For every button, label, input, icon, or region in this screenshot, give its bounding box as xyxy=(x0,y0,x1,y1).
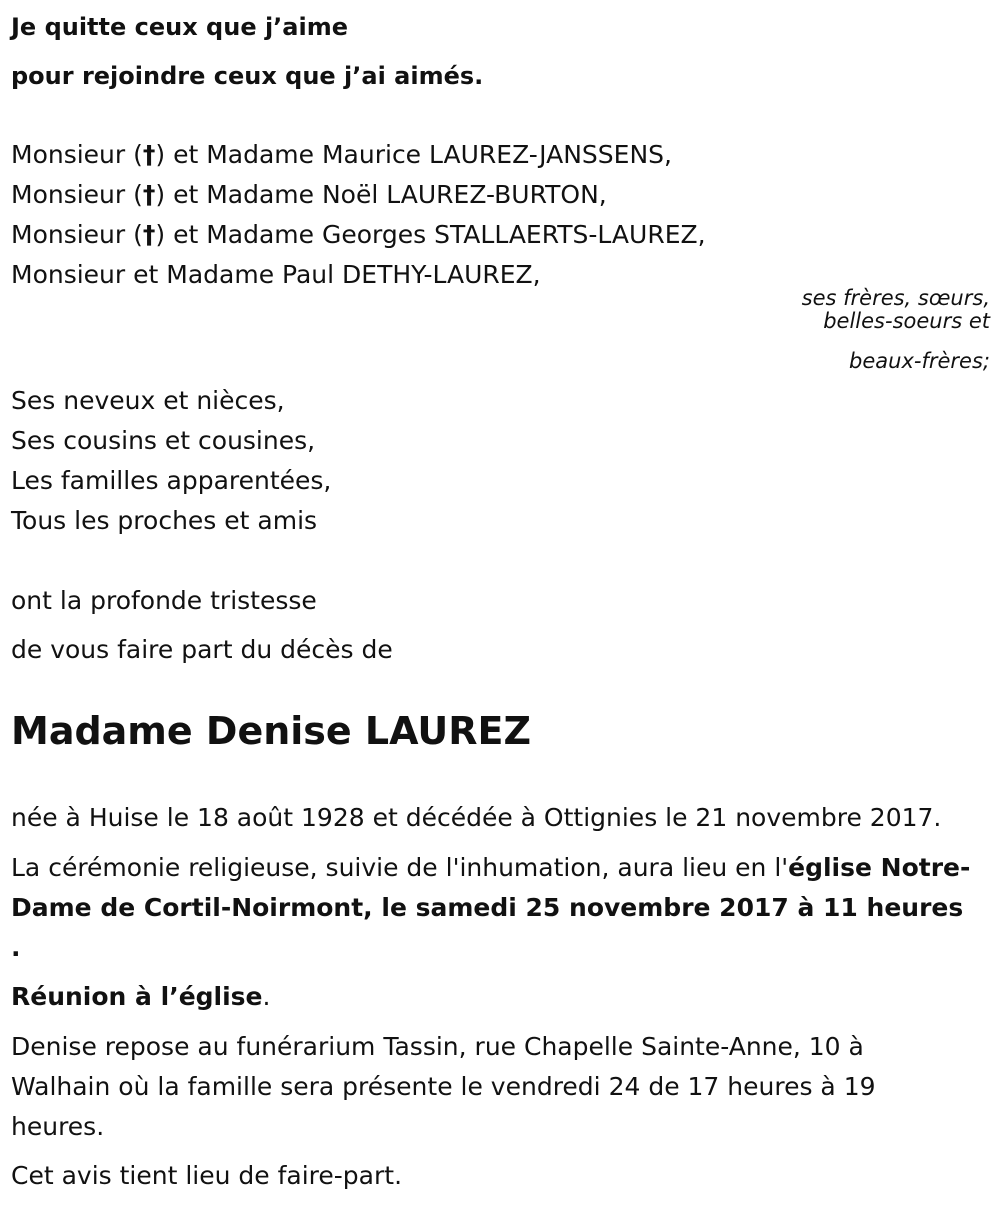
quote-line-1: Je quitte ceux que j’aime xyxy=(11,13,349,41)
family-line: Monsieur (†) et Madame Noël LAUREZ-BURTON, xyxy=(11,180,607,209)
deceased-name: Madame Denise LAUREZ xyxy=(11,709,531,753)
family-line: Monsieur (†) et Madame Maurice LAUREZ-JANSSENS, xyxy=(11,140,672,169)
quote-line-2: pour rejoindre ceux que j’ai aimés. xyxy=(11,62,484,90)
announce-line-1: ont la profonde tristesse xyxy=(11,586,317,615)
closing-line: Cet avis tient lieu de faire-part. xyxy=(11,1161,403,1190)
birth-death-dates: née à Huise le 18 août 1928 et décédée à Ottignies le 21 novembre 2017. xyxy=(11,803,942,832)
announce-line-2: de vous faire part du décès de xyxy=(11,635,393,664)
list-item: Tous les proches et amis xyxy=(11,506,318,535)
family-list xyxy=(11,135,706,295)
relation-line-3: beaux-frères; xyxy=(849,349,990,373)
list-item: Les familles apparentées, xyxy=(11,466,332,495)
cross-icon: † xyxy=(142,180,156,209)
visitation-details: Denise repose au funérarium Tassin, rue Chapelle Sainte-Anne, 10 à Walhain où la famille sera présente le vendredi 24 de 17 heures à 19 heures. xyxy=(11,1032,876,1141)
list-item: Ses neveux et nièces, xyxy=(11,386,285,415)
family-line: Monsieur (†) et Madame Georges STALLAERTS-LAUREZ, xyxy=(11,220,706,249)
reunion-note: Réunion à l’église. xyxy=(11,982,271,1011)
relation-line-1: ses frères, sœurs, xyxy=(801,286,990,310)
list-item: Ses cousins et cousines, xyxy=(11,426,316,455)
cross-icon: † xyxy=(142,140,156,169)
relation-line-2: belles-soeurs et xyxy=(823,309,990,333)
relatives-list xyxy=(11,381,331,541)
cross-icon: † xyxy=(142,220,156,249)
family-line: Monsieur et Madame Paul DETHY-LAUREZ, xyxy=(11,260,541,289)
ceremony-details: La cérémonie religieuse, suivie de l'inhumation, aura lieu en l'église Notre-Dame de Cortil-Noirmont, le samedi 25 novembre 2017 à 11 heures . xyxy=(11,853,971,962)
